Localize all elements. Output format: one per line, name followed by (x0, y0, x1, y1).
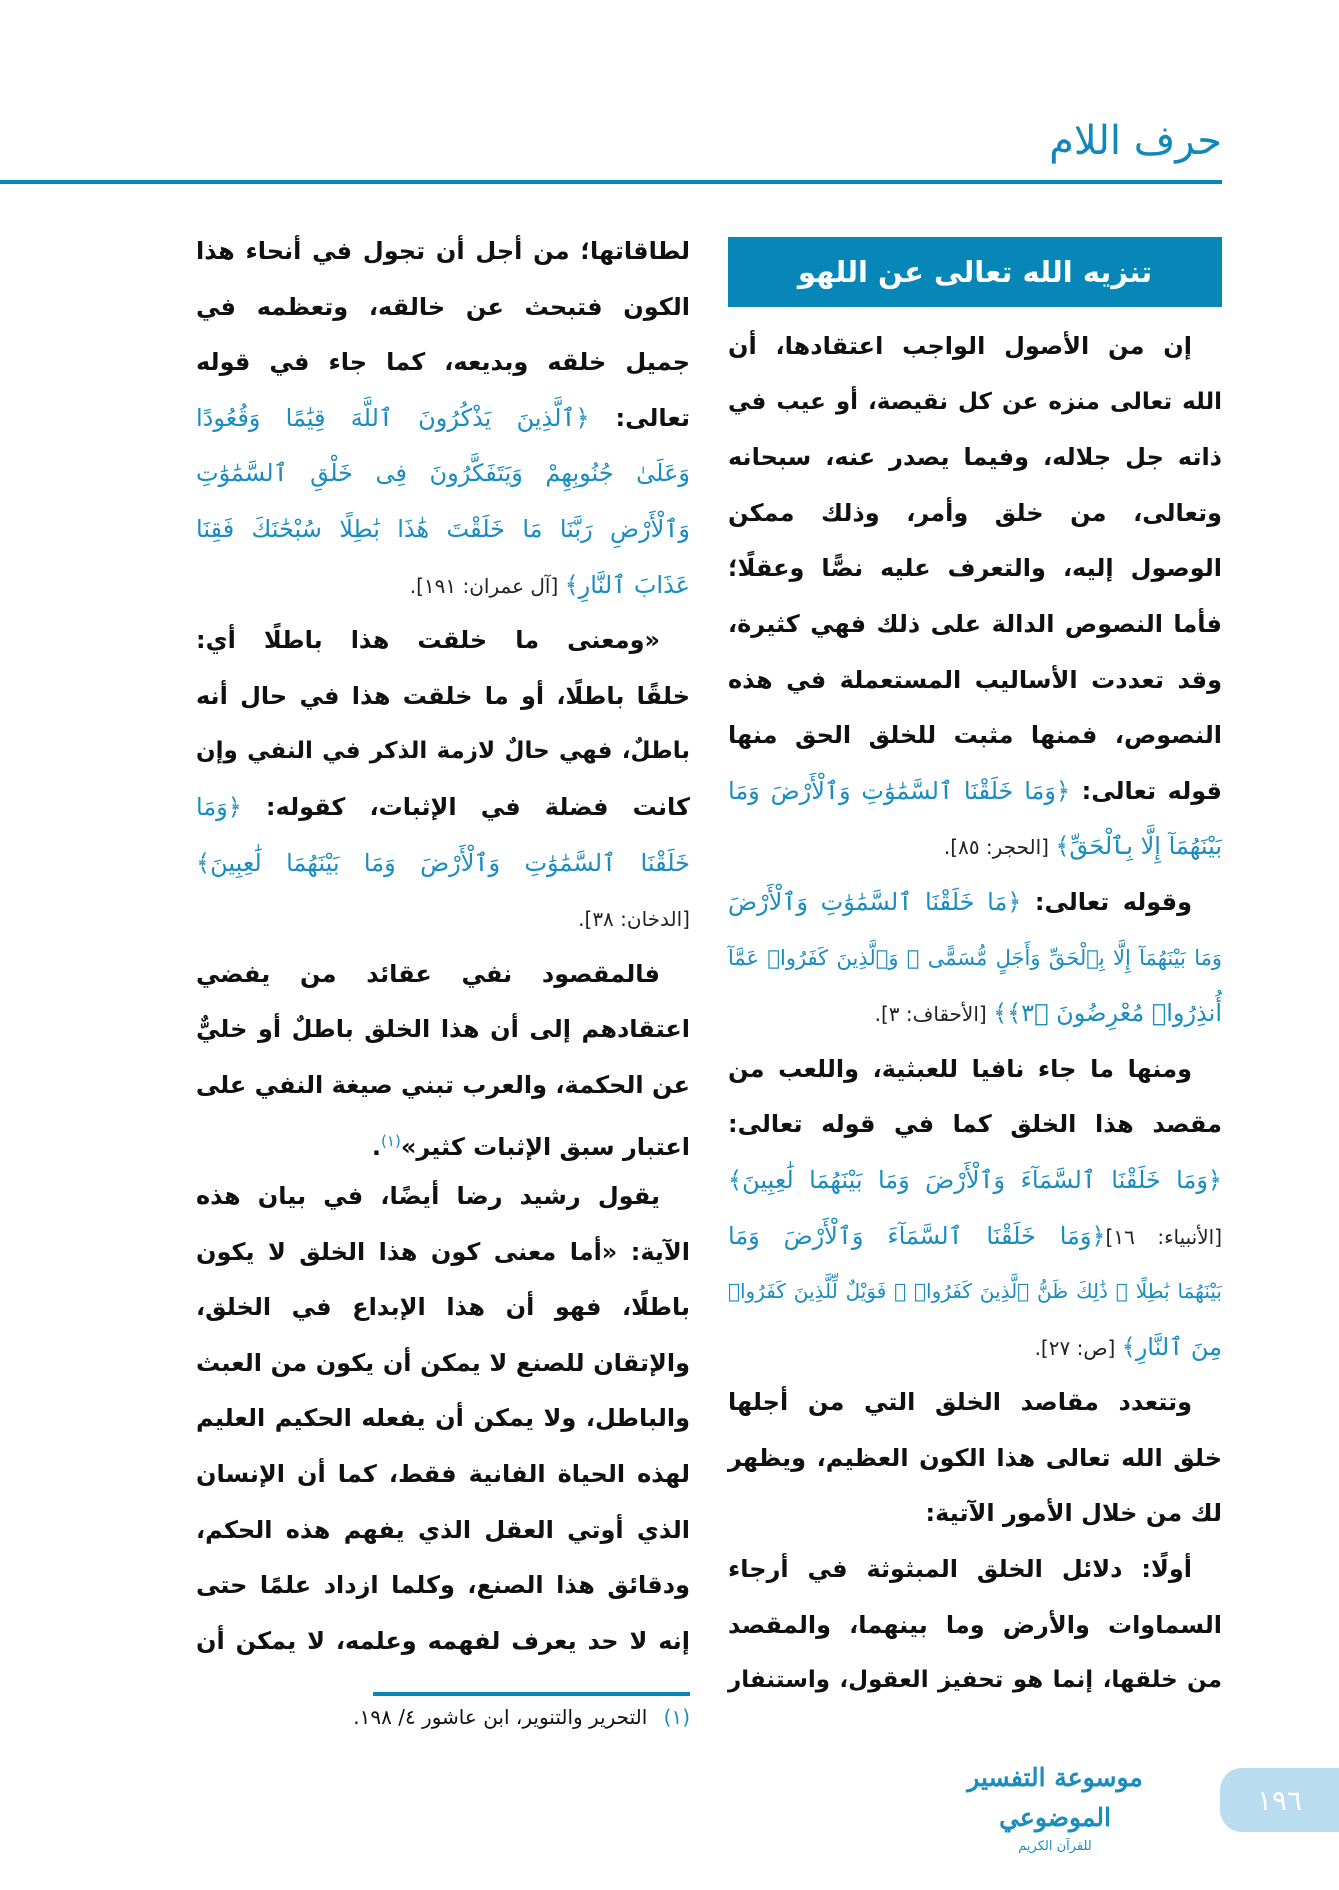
text-line (728, 708, 1222, 764)
page-number: ١٩٦ (1256, 1783, 1303, 1817)
text-line (196, 391, 690, 447)
body-text: جميل خلقه وبديعه، كما جاء في قوله (196, 348, 690, 377)
text-line (196, 836, 690, 892)
body-text: «ومعنى ما خلقت هذا باطلًا أي: (196, 626, 660, 655)
quran-verse: وَمَا بَيْنَهُمَآ إِلَّا بِٱلْحَقِّ وَأَجَلٍ مُّسَمًّى ۚ وَٱلَّذِينَ كَفَرُوا۟ عَمَّآ (728, 945, 1222, 970)
text-line (728, 1097, 1222, 1153)
text-line (728, 541, 1222, 597)
body-text: ذاته جل جلاله، وفيما يصدر عنه، سبحانه (728, 443, 1222, 472)
text-line (728, 375, 1222, 431)
text-line (196, 502, 690, 558)
body-text: الآية: «أما معنى كون هذا الخلق لا يكون (196, 1237, 690, 1266)
text-line (728, 931, 1222, 987)
text-line (728, 486, 1222, 542)
text-line (196, 335, 690, 391)
quran-verse: ﴿وَمَا خَلَقْنَا ٱلسَّمَٰوَٰتِ وَٱلْأَرْضَ وَمَا (728, 776, 1071, 805)
verse-reference: [الحجر: ٨٥]. (943, 835, 1056, 860)
text-line (728, 875, 1222, 931)
text-line (196, 947, 690, 1003)
body-text: لهذه الحياة الفانية فقط، كما أن الإنسان (196, 1460, 690, 1489)
body-text: فالمقصود نفي عقائد من يفضي (196, 959, 660, 988)
text-line (196, 1447, 690, 1503)
text-line (196, 669, 690, 725)
section-heading-text: تنزيه الله تعالى عن اللهو (797, 255, 1153, 289)
text-line (196, 1503, 690, 1559)
body-text: قوله تعالى: (1070, 776, 1223, 805)
left-column (196, 224, 690, 1669)
footnote-text: التحرير والتنوير، ابن عاشور ٤/ ١٩٨. (353, 1705, 648, 1729)
text-line (728, 1153, 1222, 1209)
encyclopedia-logo (930, 1758, 1180, 1854)
text-line (196, 446, 690, 502)
text-line (728, 430, 1222, 486)
text-line (196, 1280, 690, 1336)
body-text: عن الحكمة، والعرب تبني صيغة النفي على (195, 1070, 690, 1099)
body-text: الذي أوتي العقل الذي يفهم هذه الحكم، (196, 1515, 690, 1544)
text-line (728, 1209, 1222, 1265)
quran-verse: بَيْنَهُمَا بَٰطِلًا ۚ ذَٰلِكَ ظَنُّ ٱلَّذِينَ كَفَرُوا۟ ۚ فَوَيْلٌ لِّلَّذِينَ كَفَرُوا۟ (728, 1279, 1222, 1304)
right-column (728, 319, 1222, 1709)
body-text: ومنها ما جاء نافيا للعبثية، واللعب من (728, 1054, 1192, 1083)
text-line (196, 1002, 690, 1058)
body-text: خلق الله تعالى هذا الكون العظيم، ويظهر (728, 1443, 1222, 1472)
body-text: الوصول إليه، والتعرف عليه نصًّا وعقلًا؛ (728, 554, 1222, 583)
verse-reference: [الدخان: ٣٨]. (578, 907, 690, 932)
body-text: ودقائق هذا الصنع، وكلما ازداد علمًا حتى (196, 1571, 690, 1600)
body-text: إن من الأصول الواجب اعتقادها، أن (728, 332, 1192, 360)
verse-reference: [ص: ٢٧]. (1034, 1335, 1122, 1360)
quran-verse: ﴿ٱلَّذِينَ يَذْكُرُونَ ٱللَّهَ قِيَٰمًا وَقُعُودًا (196, 403, 590, 432)
text-line (728, 1486, 1222, 1542)
body-text: اعتقادهم إلى أن هذا الخلق باطلٌ أو خليٌّ (196, 1015, 690, 1044)
footnote-ref: (١) (381, 1131, 401, 1150)
body-text: والإتقان للصنع لا يمكن أن يكون من العبث (196, 1348, 690, 1377)
logo-subtitle: للقرآن الكريم (1018, 1839, 1092, 1854)
text-line (728, 1653, 1222, 1709)
section-heading (728, 237, 1222, 307)
body-text: فأما النصوص الدالة على ذلك فهي كثيرة، (728, 609, 1222, 638)
body-text: والباطل، ولا يمكن أن يفعله الحكيم العليم (196, 1404, 690, 1433)
body-text: مقصد هذا الخلق كما في قوله تعالى: (728, 1110, 1222, 1139)
text-line (728, 764, 1222, 820)
body-text: وتتعدد مقاصد الخلق التي من أجلها (728, 1388, 1192, 1417)
text-line (728, 1542, 1222, 1598)
text-line (196, 1391, 690, 1447)
body-text: لك من خلال الأمور الآتية: (925, 1499, 1222, 1528)
text-line (196, 1225, 690, 1281)
quran-verse: بَيْنَهُمَآ إِلَّا بِٱلْحَقِّ﴾ (1055, 832, 1222, 861)
body-text: تعالى: (589, 403, 690, 432)
body-text: الكون فتبحث عن خالقه، وتعظمه في (196, 292, 690, 321)
text-line (196, 1614, 690, 1670)
text-line (728, 597, 1222, 653)
text-line (196, 1058, 690, 1114)
body-text: السماوات والأرض وما بينهما، والمقصد (728, 1610, 1222, 1639)
quran-verse: ﴿وَمَا خَلَقْنَا ٱلسَّمَآءَ وَٱلْأَرْضَ وَمَا (728, 1221, 1106, 1250)
body-text: أولًا: دلائل الخلق المبثوثة في أرجاء (728, 1555, 1192, 1584)
quran-verse: ﴿وَمَا خَلَقْنَا ٱلسَّمَآءَ وَٱلْأَرْضَ وَمَا بَيْنَهُمَا لَٰعِبِينَ﴾ (728, 1165, 1222, 1194)
quran-verse: ﴿مَا خَلَقْنَا ٱلسَّمَٰوَٰتِ وَٱلْأَرْضَ (728, 887, 1022, 916)
body-text: لطاقاتها؛ من أجل أن تجول في أنحاء هذا (196, 237, 690, 265)
body-text: الله تعالى منزه عن كل نقيصة، أو عيب في (728, 388, 1222, 415)
text-line (728, 986, 1222, 1042)
quran-verse: ﴿وَمَا (196, 792, 242, 821)
body-text: باطلًا، فهو أن هذا الإبداع في الخلق، (196, 1293, 690, 1322)
verse-reference: [الأنبياء: ١٦] (1105, 1224, 1222, 1249)
text-line (728, 319, 1222, 375)
body-text: من خلقها، إنما هو تحفيز العقول، واستنفار (728, 1667, 1222, 1694)
logo-title: موسوعة التفسير الموضوعي (967, 1763, 1143, 1832)
footnote-divider (373, 1692, 690, 1696)
body-text: باطلٌ، فهي حالٌ لازمة الذكر في النفي وإن (196, 738, 690, 765)
page-number-tab (1220, 1768, 1339, 1832)
footnote-marker: (١) (663, 1705, 690, 1729)
body-text: خلقًا باطلًا، أو ما خلقت هذا في حال أنه (196, 681, 690, 710)
text-line (196, 724, 690, 780)
body-text: النصوص، فمنها مثبت للخلق الحق منها (728, 721, 1222, 750)
text-line (728, 1264, 1222, 1320)
text-line (728, 819, 1222, 875)
text-line (196, 280, 690, 336)
quran-verse: أُنذِرُوا۟ مُعْرِضُونَ ﴿٣﴾﴾ (993, 999, 1222, 1028)
text-line (728, 1598, 1222, 1654)
text-line (196, 1169, 690, 1225)
text-line (196, 891, 690, 947)
quran-verse: مِنَ ٱلنَّارِ﴾ (1121, 1332, 1222, 1361)
text-line (196, 613, 690, 669)
body-text: . (371, 1132, 382, 1161)
body-text: إنه لا حد يعرف لفهمه وعلمه، لا يمكن أن (196, 1626, 690, 1655)
text-line (196, 1558, 690, 1614)
verse-reference: [آل عمران: ١٩١]. (409, 573, 565, 598)
body-text: كانت فضلة في الإثبات، كقوله: (241, 792, 690, 821)
quran-verse: وَٱلْأَرْضِ رَبَّنَا مَا خَلَقْتَ هَٰذَا بَٰطِلًا سُبْحَٰنَكَ فَقِنَا (196, 514, 690, 543)
text-line (196, 224, 690, 280)
text-line (196, 1114, 690, 1170)
body-text: يقول رشيد رضا أيضًا، في بيان هذه (196, 1182, 660, 1211)
footnote (250, 1705, 690, 1729)
quran-verse: خَلَقْنَا ٱلسَّمَٰوَٰتِ وَٱلْأَرْضَ وَمَا بَيْنَهُمَا لَٰعِبِينَ﴾ (196, 848, 690, 877)
text-line (728, 1375, 1222, 1431)
quran-verse: عَذَابَ ٱلنَّارِ﴾ (564, 570, 690, 599)
verse-reference: [الأحقاف: ٣]. (874, 1002, 994, 1027)
text-line (728, 653, 1222, 709)
text-line (728, 1431, 1222, 1487)
body-text: وقوله تعالى: (1021, 887, 1192, 916)
text-line (196, 558, 690, 614)
header-divider (0, 180, 1222, 184)
body-text: اعتبار سبق الإثبات كثير» (400, 1132, 690, 1161)
chapter-title: حرف اللام (1049, 118, 1222, 164)
body-text: وقد تعددت الأساليب المستعملة في هذه (728, 665, 1222, 694)
body-text: وتعالى، من خلق وأمر، وذلك ممكن (728, 498, 1222, 527)
text-line (728, 1320, 1222, 1376)
text-line (196, 780, 690, 836)
text-line (728, 1042, 1222, 1098)
quran-verse: وَعَلَىٰ جُنُوبِهِمْ وَيَتَفَكَّرُونَ فِى خَلْقِ ٱلسَّمَٰوَٰتِ (196, 459, 690, 488)
text-line (196, 1336, 690, 1392)
